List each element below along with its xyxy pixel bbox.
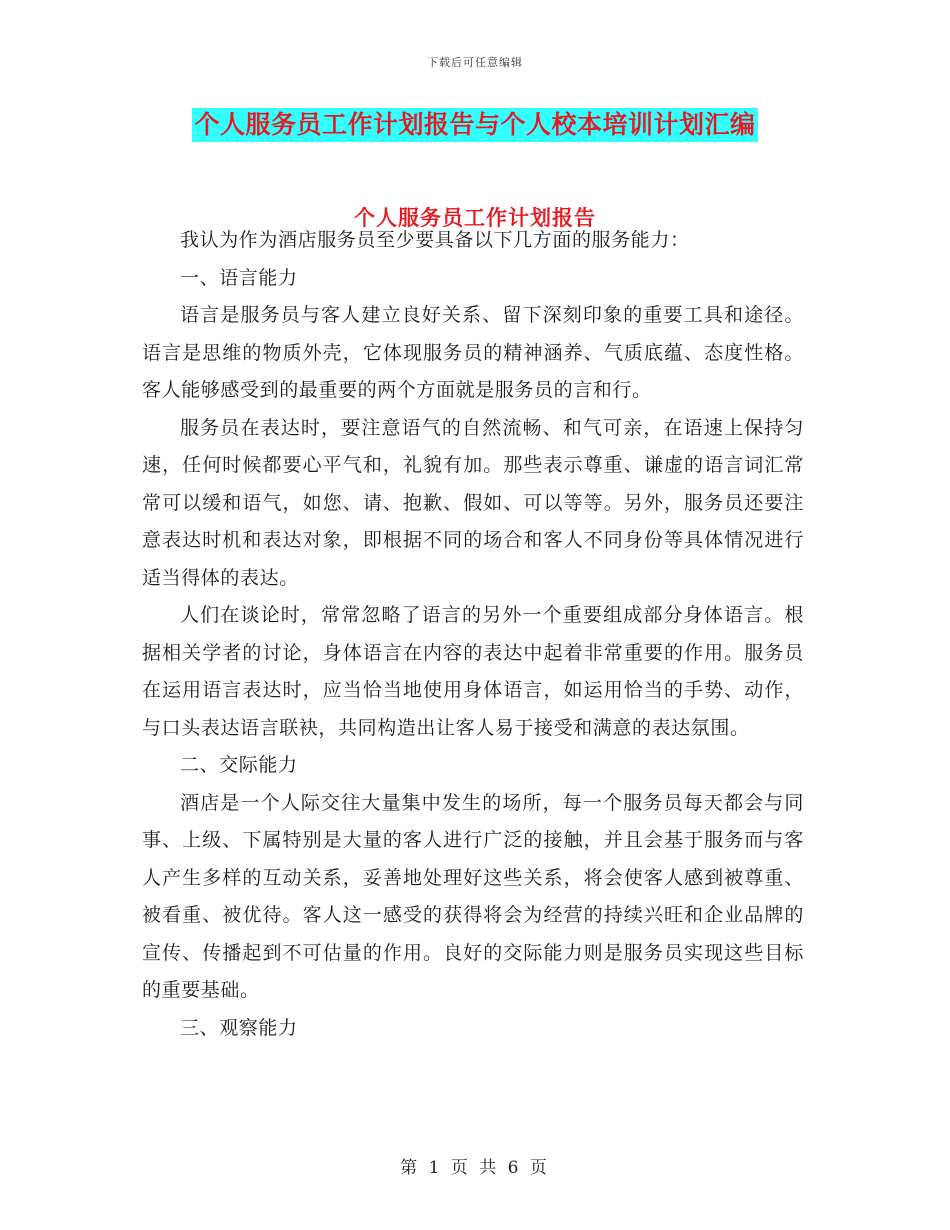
heading-social-ability: 二、交际能力 — [180, 754, 298, 776]
paragraph: 酒店是一个人际交往大量集中发生的场所，每一个服务员每天都会与同事、上级、下属特别是大量的客人进行广泛的接触，并且会基于服务而与客人产生多样的互动关系，妥善地处理好这些关系，将会使客人感到被尊重、被看重、被优待。客人这一感受的获得将会为经营的持续兴旺和企业品牌的宣传、传播起到不可估量的作用。良好的交际能力则是服务员实现这些目标的重要基础。 — [142, 791, 804, 1001]
heading-observation-ability: 三、观察能力 — [180, 1016, 298, 1039]
heading-language-ability: 一、语言能力 — [180, 266, 298, 289]
paragraph: 语言是服务员与客人建立良好关系、留下深刻印象的重要工具和途径。语言是思维的物质外壳，它体现服务员的精神涵养、气质底蕴、态度性格。客人能够感受到的最重要的两个方面就是服务员的言和行。 — [142, 304, 804, 401]
paragraph: 人们在谈论时，常常忽略了语言的另外一个重要组成部分身体语言。根据相关学者的讨论，身体语言在内容的表达中起着非常重要的作用。服务员在运用语言表达时，应当恰当地使用身体语言，如运用恰当的手势、动作，与口头表达语言联袂，共同构造出让客人易于接受和满意的表达氛围。 — [142, 604, 804, 739]
document-title: 个人服务员工作计划报告与个人校本培训计划汇编 — [192, 108, 757, 142]
page-header: 下载后可任意编辑 — [427, 56, 523, 69]
page-footer: 第 1 页 共 6 页 — [400, 1158, 550, 1178]
paragraph: 服务员在表达时，要注意语气的自然流畅、和气可亲，在语速上保持匀速，任何时候都要心平气和，礼貌有加。那些表示尊重、谦虚的语言词汇常常可以缓和语气，如您、请、抱歉、假如、可以等等。另外，服务员还要注意表达时机和表达对象，即根据不同的场合和客人不同身份等具体情况进行适当得体的表达。 — [142, 416, 804, 589]
document-title-wrap — [0, 108, 950, 142]
body-text — [142, 222, 804, 1047]
paragraph-intro: 我认为作为酒店服务员至少要具备以下几方面的服务能力： — [180, 229, 690, 251]
section-title: 个人服务员工作计划报告 — [354, 206, 596, 230]
